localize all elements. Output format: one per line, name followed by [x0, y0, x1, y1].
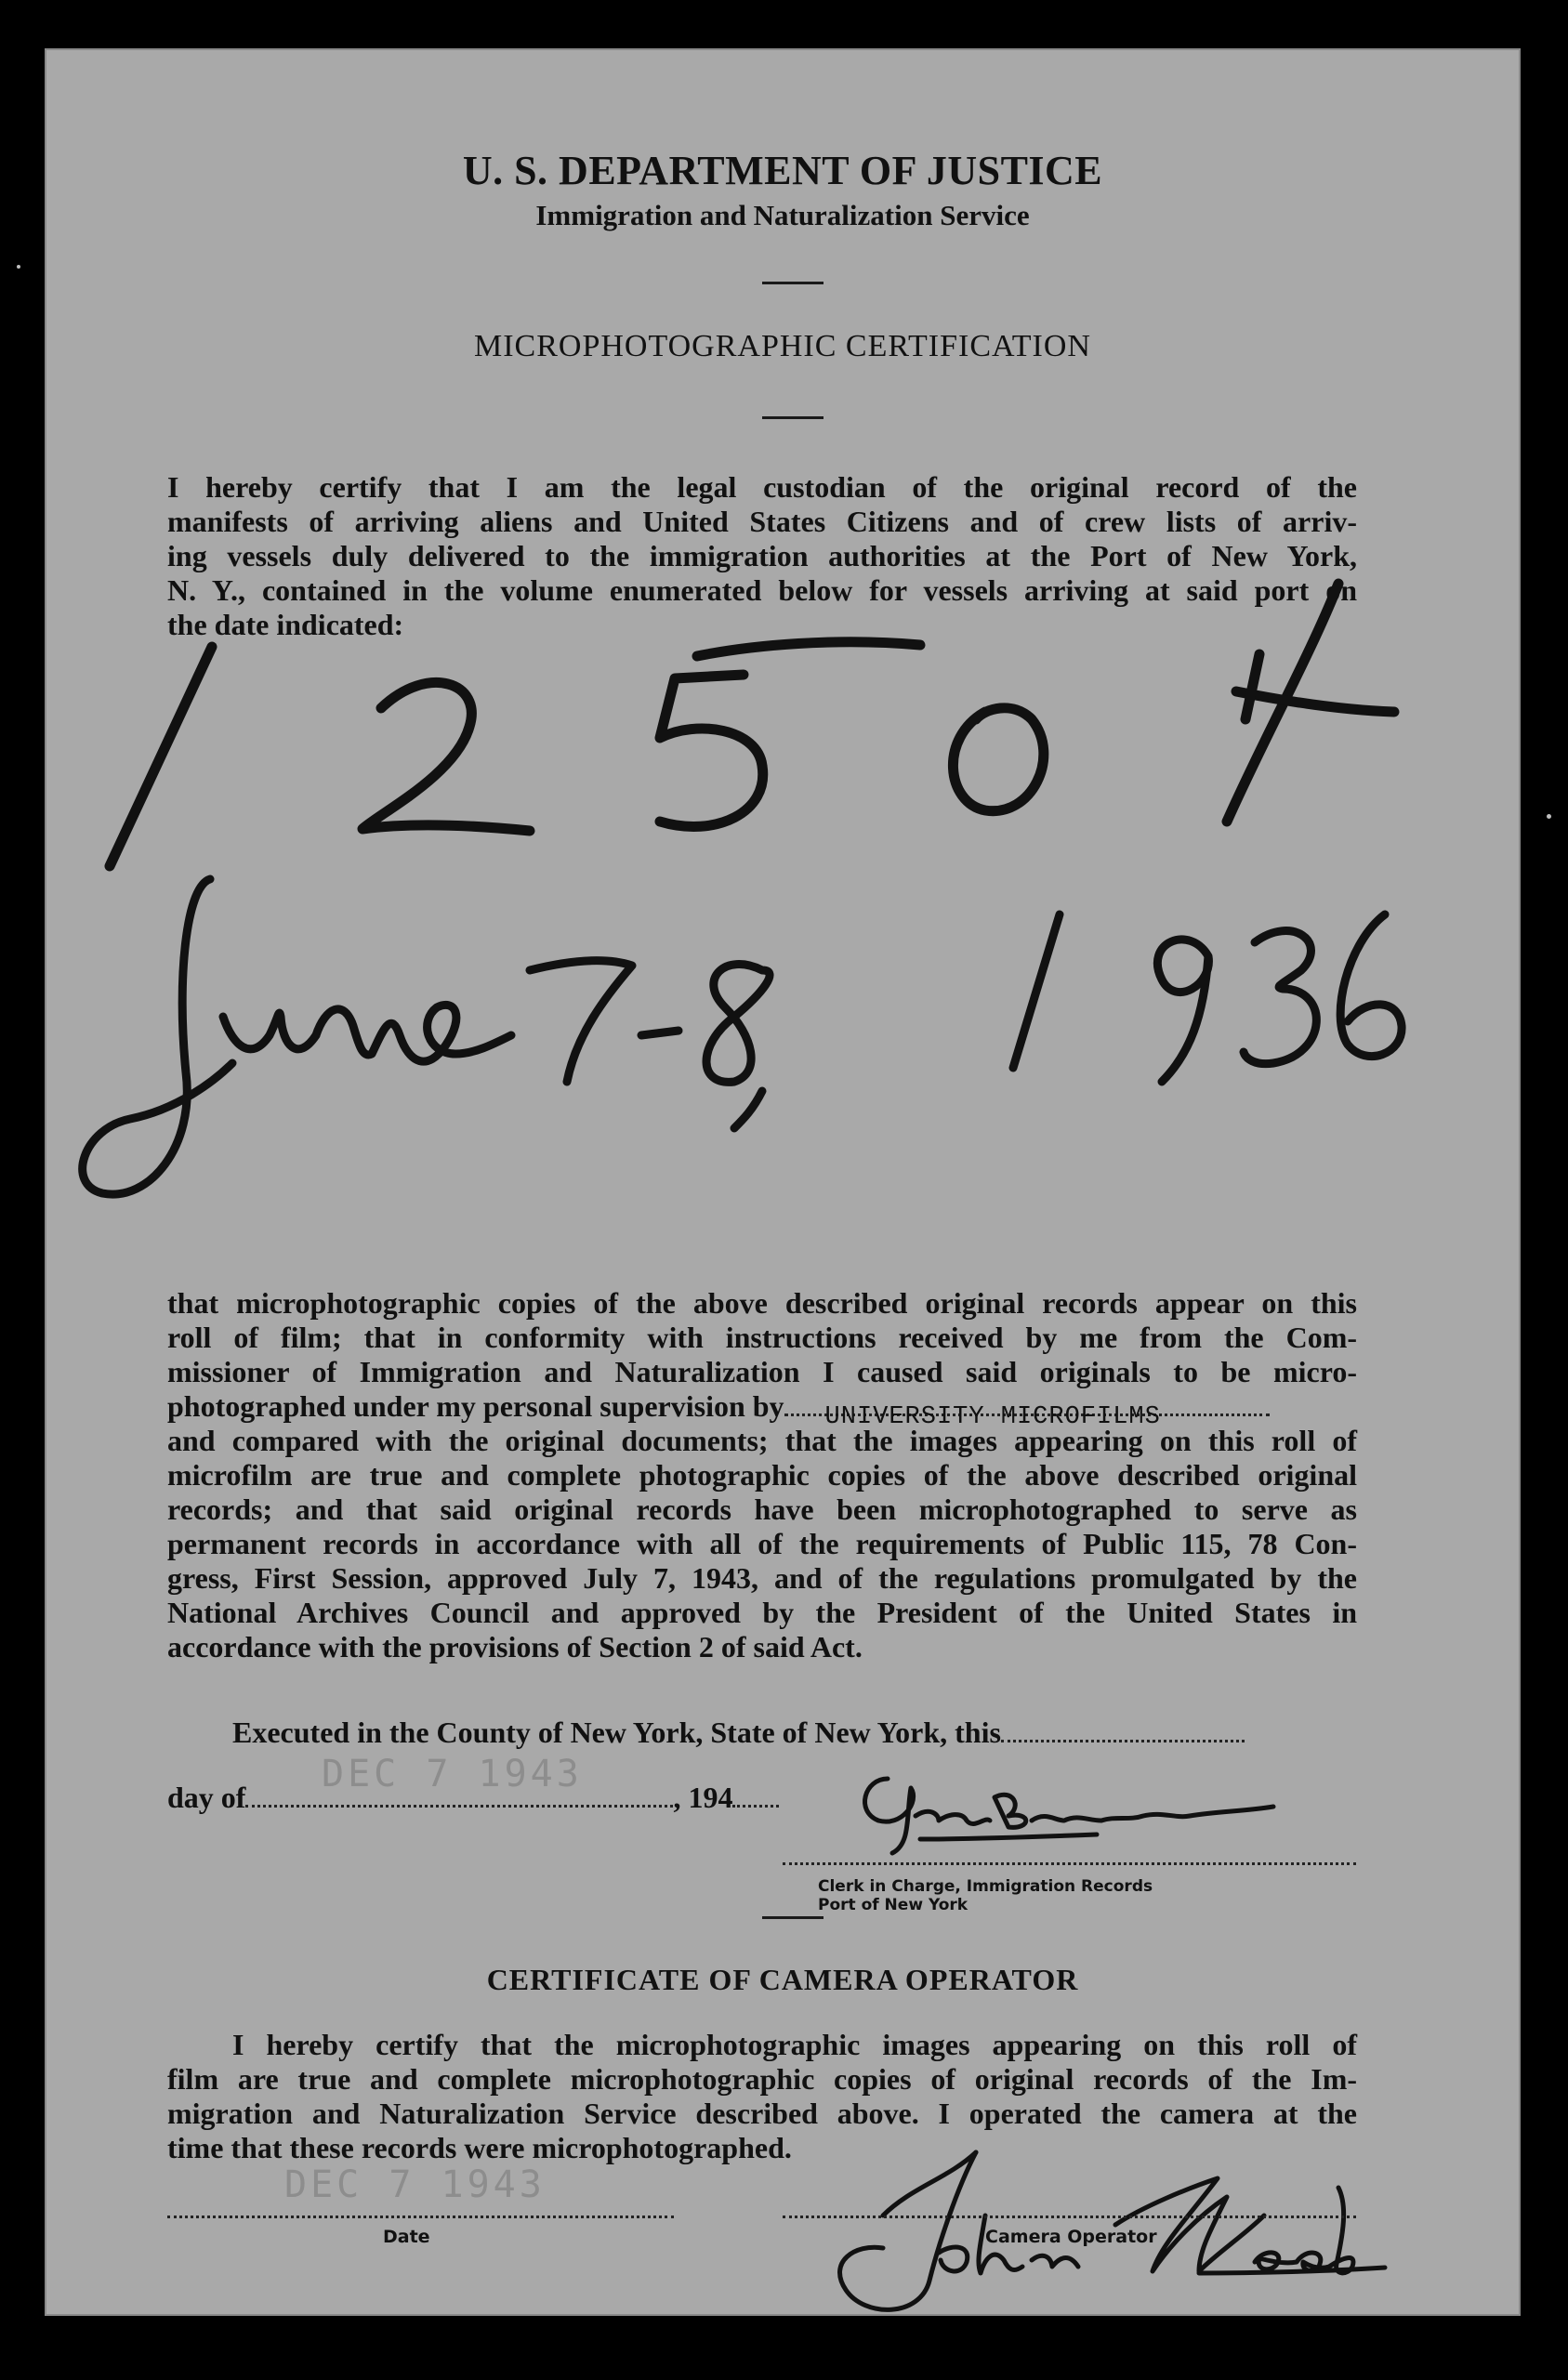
camera-operator-label: Camera Operator	[985, 2227, 1157, 2247]
clerk-signature	[865, 1779, 1273, 1853]
text-line: missioner of Immigration and Naturalization I caused said originals to be micro-	[167, 1355, 1357, 1388]
operator-paragraph	[167, 2028, 1357, 2165]
department-heading: U. S. DEPARTMENT OF JUSTICE	[462, 148, 1103, 193]
supervision-line	[167, 1389, 1357, 1431]
text-line: I hereby certify that I am the legal custodian of the original record of the	[167, 470, 1357, 504]
year-prefix: , 194	[673, 1781, 733, 1814]
text-line: I hereby certify that the microphotographic images appearing on this roll of	[232, 2028, 1357, 2061]
clerk-title-line: Clerk in Charge, Immigration Records	[818, 1877, 1153, 1896]
operator-signature-line	[783, 2216, 1356, 2218]
text-line: migration and Naturalization Service described above. I operated the camera at the	[167, 2097, 1357, 2130]
text-line: time that these records were microphotographed.	[167, 2131, 792, 2164]
supervision-blank	[784, 1403, 1270, 1431]
text-line: the date indicated:	[167, 608, 404, 641]
service-subheading: Immigration and Naturalization Service	[535, 199, 1030, 231]
supervision-text: photographed under my personal supervision by	[167, 1389, 784, 1423]
clerk-signature-line	[783, 1862, 1356, 1865]
text-line: microfilm are true and complete photographic copies of the above described original	[167, 1458, 1357, 1492]
text-line: gress, First Session, approved July 7, 1943, and of the regulations promulgated by the	[167, 1561, 1357, 1595]
certificate-page	[45, 48, 1521, 2316]
body-paragraph	[167, 1286, 1357, 1664]
text-line: National Archives Council and approved by the President of the United States in	[167, 1596, 1357, 1629]
certification-title: MICROPHOTOGRAPHIC CERTIFICATION	[473, 329, 1091, 363]
text-line: accordance with the provisions of Section 2 of said Act.	[167, 1630, 863, 1663]
date-signature-line	[167, 2216, 674, 2218]
text-line: permanent records in accordance with all of the requirements of Public 115, 78 Con-	[167, 1527, 1357, 1560]
text-line: records; and that said original records have been microphotographed to serve as	[167, 1492, 1357, 1526]
typed-company: UNIVERSITY MICROFILMS	[824, 1403, 1161, 1431]
operator-certificate-title: CERTIFICATE OF CAMERA OPERATOR	[486, 1963, 1079, 1996]
text-line: and compared with the original documents; that the images appearing on this roll of	[167, 1424, 1357, 1457]
handwritten-volume-number	[110, 584, 1394, 866]
clerk-title	[818, 1877, 1153, 1914]
text-line: that microphotographic copies of the above described original records appear on this	[167, 1286, 1357, 1320]
text-line: roll of film; that in conformity with instructions received by me from the Com-	[167, 1321, 1357, 1354]
day-of-blank	[245, 1805, 673, 1808]
clerk-port-line: Port of New York	[818, 1896, 968, 1914]
executed-blank	[1001, 1740, 1245, 1742]
text-line: film are true and complete microphotographic copies of original records of the Im-	[167, 2062, 1357, 2096]
year-blank	[732, 1805, 779, 1808]
date-stamp: DEC 7 1943	[322, 1753, 583, 1795]
executed-text-row	[232, 1716, 1357, 1750]
divider-rule	[762, 1916, 824, 1919]
film-speck	[17, 265, 20, 269]
text-line: ing vessels duly delivered to the immigration authorities at the Port of New York,	[167, 539, 1357, 572]
text-line: manifests of arriving aliens and United States Citizens and of crew lists of arriv-	[167, 505, 1357, 538]
text-line: N. Y., contained in the volume enumerated below for vessels arriving at said port on	[167, 573, 1357, 607]
operator-date-stamp: DEC 7 1943	[284, 2163, 546, 2206]
handwritten-date	[83, 879, 1402, 1194]
date-label: Date	[383, 2227, 430, 2247]
executed-line	[232, 1716, 1357, 1750]
executed-text: Executed in the County of New York, State of New York, this	[232, 1716, 1001, 1749]
film-speck	[1547, 814, 1551, 819]
day-of-label: day of	[167, 1781, 246, 1814]
